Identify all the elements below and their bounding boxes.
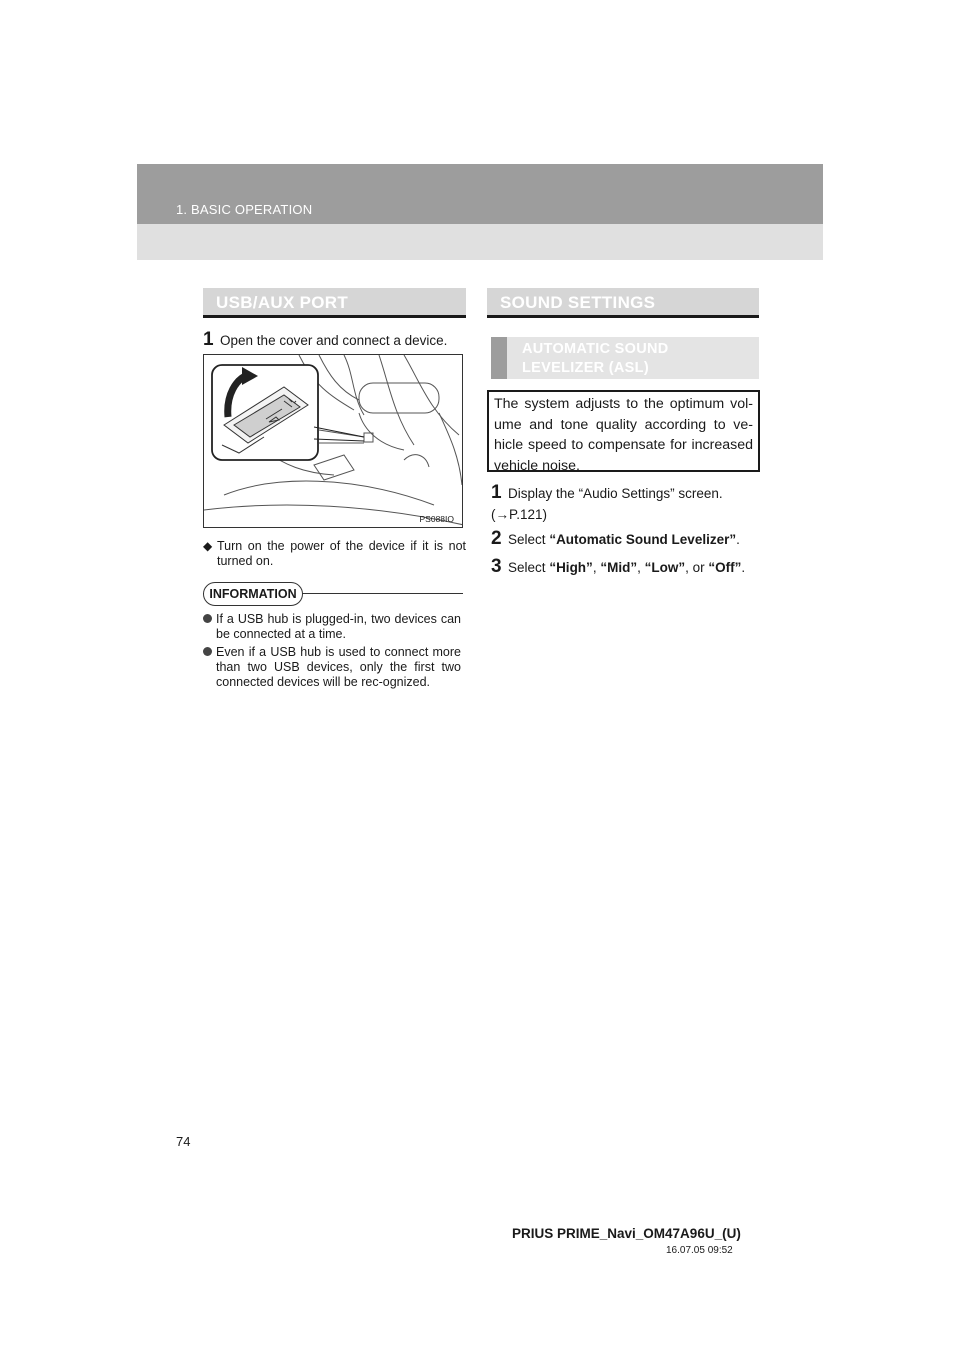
step-3-select-level xyxy=(491,557,759,578)
subsection-bar xyxy=(491,337,507,379)
section-title-sound-settings: SOUND SETTINGS xyxy=(487,288,759,318)
step-text: Select xyxy=(508,532,550,547)
page-number: 74 xyxy=(176,1134,191,1149)
header-subband xyxy=(137,224,823,260)
usb-port-illustration xyxy=(203,354,463,528)
subsection-title-line2: LEVELIZER (ASL) xyxy=(522,360,649,376)
step-text: Display the “Audio Settings” screen. (→P.121) xyxy=(491,486,723,522)
section-title-usb-aux-port: USB/AUX PORT xyxy=(203,288,466,318)
bullet-text: Turn on the power of the device if it is not turned on. xyxy=(217,539,466,568)
bullet-dot-icon xyxy=(203,614,212,623)
asl-description-box: The system adjusts to the optimum vol-ume and tone quality according to ve-hicle speed to compensate for increased vehicle noise. xyxy=(487,390,760,472)
information-label: INFORMATION xyxy=(203,582,303,606)
document-title: PRIUS PRIME_Navi_OM47A96U_(U) xyxy=(512,1226,741,1241)
step-text: , or xyxy=(685,560,709,575)
subsection-title xyxy=(522,340,669,378)
step-text: Open the cover and connect a device. xyxy=(220,333,448,348)
step-text: Select xyxy=(508,560,550,575)
bullet-dot-icon xyxy=(203,647,212,656)
info-item-usb-hub xyxy=(203,612,461,642)
console-drawing-icon xyxy=(204,355,463,528)
step-text: . xyxy=(741,560,746,575)
document-date: 16.07.05 09:52 xyxy=(666,1245,733,1256)
info-item-two-devices xyxy=(203,645,461,690)
step-number: 1 xyxy=(203,329,214,350)
info-item-text: Even if a USB hub is used to connect more than two USB devices, only the first two connected devices will be rec-ognized. xyxy=(216,645,461,689)
bullet-turn-on-power xyxy=(203,539,466,569)
step-number: 2 xyxy=(491,528,502,549)
option-mid: “Mid” xyxy=(600,560,638,575)
step-number: 3 xyxy=(491,556,502,577)
step-text: . xyxy=(736,532,740,547)
step-1-display-audio xyxy=(491,483,759,525)
step-option: “Automatic Sound Levelizer” xyxy=(549,532,737,547)
step-number: 1 xyxy=(491,482,502,503)
breadcrumb: 1. BASIC OPERATION xyxy=(176,202,313,217)
option-off: “Off” xyxy=(708,560,742,575)
step-text: , xyxy=(637,560,645,575)
step-2-select-asl xyxy=(491,529,759,550)
option-low: “Low” xyxy=(644,560,686,575)
info-item-text: If a USB hub is plugged-in, two devices can be connected at a time. xyxy=(216,612,461,641)
diamond-bullet-icon: ◆ xyxy=(203,539,213,553)
option-high: “High” xyxy=(549,560,593,575)
subsection-title-line1: AUTOMATIC SOUND xyxy=(522,341,669,357)
step-text: , xyxy=(592,560,601,575)
figure-code: PS088IO xyxy=(419,514,454,524)
step-1-open-cover xyxy=(203,330,466,351)
